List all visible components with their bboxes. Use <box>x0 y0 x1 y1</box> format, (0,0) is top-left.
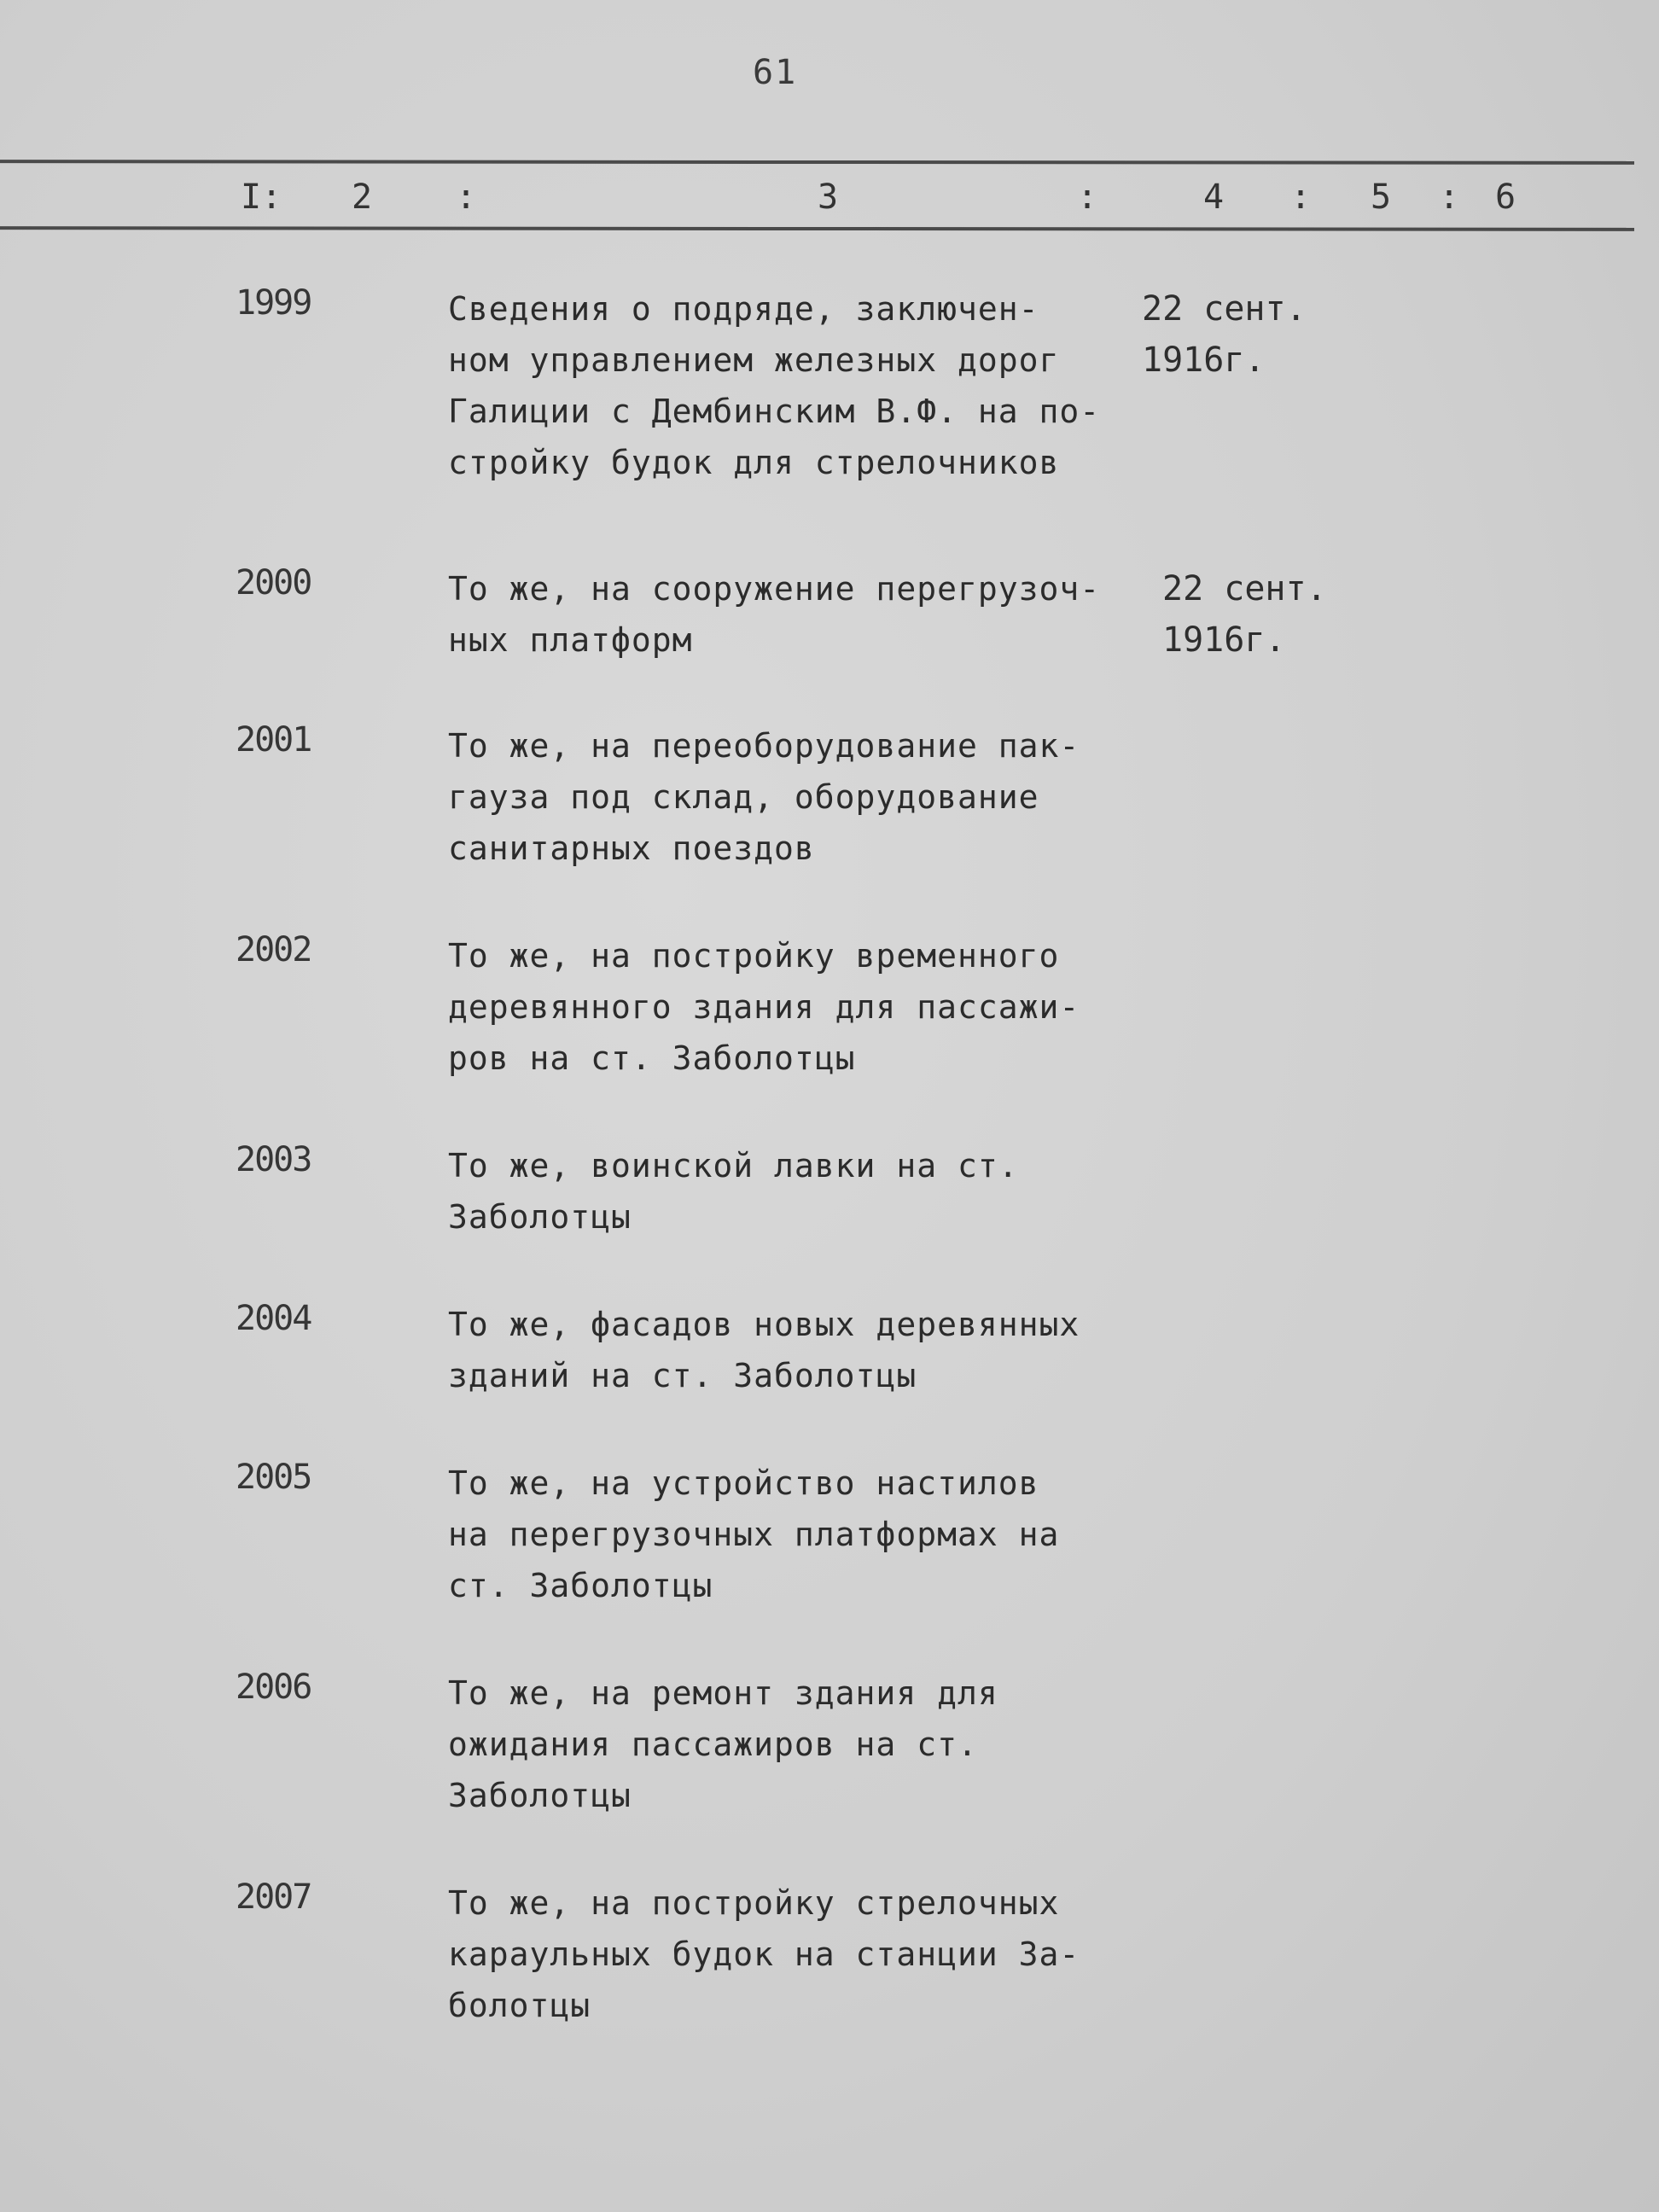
description-line: санитарных поездов <box>448 830 815 867</box>
description-line: на перегрузочных платформах на <box>448 1516 1060 1553</box>
column-header-separator: : <box>1290 178 1312 217</box>
description-line: То же, на ремонт здания для <box>448 1674 998 1712</box>
date-line: 22 сент. <box>1162 569 1327 608</box>
description-line: То же, на переоборудование пак- <box>448 727 1080 765</box>
page-number: 61 <box>753 53 798 92</box>
description-line: стройку будок для стрелочников <box>448 444 1060 481</box>
column-header-6: 6 <box>1495 178 1516 217</box>
entry-description <box>448 720 1148 874</box>
description-line: деревянного здания для пассажи- <box>448 988 1080 1026</box>
entry-description <box>448 1877 1148 2031</box>
description-line: ных платформ <box>448 621 693 659</box>
description-line: То же, на сооружение перегрузоч- <box>448 570 1101 608</box>
description-line: Заболотцы <box>448 1198 632 1236</box>
entry-description <box>448 1458 1148 1611</box>
entry-description <box>448 1140 1148 1243</box>
entry-description <box>448 1668 1148 1821</box>
column-header-separator: : <box>1077 178 1098 217</box>
column-header-3: 3 <box>818 178 839 217</box>
entry-description <box>448 930 1148 1084</box>
date-line: 1916г. <box>1142 341 1266 380</box>
description-line: Заболотцы <box>448 1777 632 1814</box>
entry-number: 2006 <box>236 1668 311 1707</box>
entry-number: 2005 <box>236 1458 311 1497</box>
entry-number: 2007 <box>236 1877 311 1917</box>
description-line: караульных будок на станции За- <box>448 1936 1080 1973</box>
date-line: 1916г. <box>1162 620 1286 660</box>
description-line: гауза под склад, оборудование <box>448 778 1039 816</box>
description-line: То же, на устройство настилов <box>448 1464 1039 1502</box>
description-line: ст. Заболотцы <box>448 1567 713 1604</box>
entry-number: 1999 <box>236 283 311 323</box>
entry-description <box>448 563 1148 666</box>
entry-description <box>448 283 1148 488</box>
column-header-2: 2 <box>352 178 373 217</box>
description-line: То же, фасадов новых деревянных <box>448 1306 1080 1343</box>
description-line: зданий на ст. Заболотцы <box>448 1357 917 1394</box>
header-bottom-rule <box>0 226 1634 231</box>
description-line: Сведения о подряде, заключен- <box>448 290 1039 328</box>
column-header-1: I: <box>241 178 282 217</box>
description-line: болотцы <box>448 1987 591 2024</box>
column-header-4: 4 <box>1203 178 1225 217</box>
description-line: То же, на постройку временного <box>448 937 1060 975</box>
entry-description <box>448 1299 1148 1401</box>
description-line: То же, на постройку стрелочных <box>448 1884 1060 1922</box>
entry-date <box>1162 563 1327 666</box>
description-line: ров на ст. Заболотцы <box>448 1039 856 1077</box>
entry-date <box>1142 283 1307 386</box>
column-header-separator: : <box>456 178 477 217</box>
description-line: ожидания пассажиров на ст. <box>448 1726 978 1763</box>
entry-number: 2002 <box>236 930 311 969</box>
header-top-rule <box>0 160 1634 165</box>
description-line: То же, воинской лавки на ст. <box>448 1147 1019 1185</box>
description-line: Галиции с Дембинским В.Ф. на по- <box>448 393 1101 430</box>
column-header-separator: : <box>1439 178 1460 217</box>
entry-number: 2001 <box>236 720 311 760</box>
entry-number: 2000 <box>236 563 311 602</box>
description-line: ном управлением железных дорог <box>448 341 1060 379</box>
entry-number: 2004 <box>236 1299 311 1338</box>
entry-number: 2003 <box>236 1140 311 1179</box>
date-line: 22 сент. <box>1142 289 1307 329</box>
column-header-5: 5 <box>1371 178 1392 217</box>
